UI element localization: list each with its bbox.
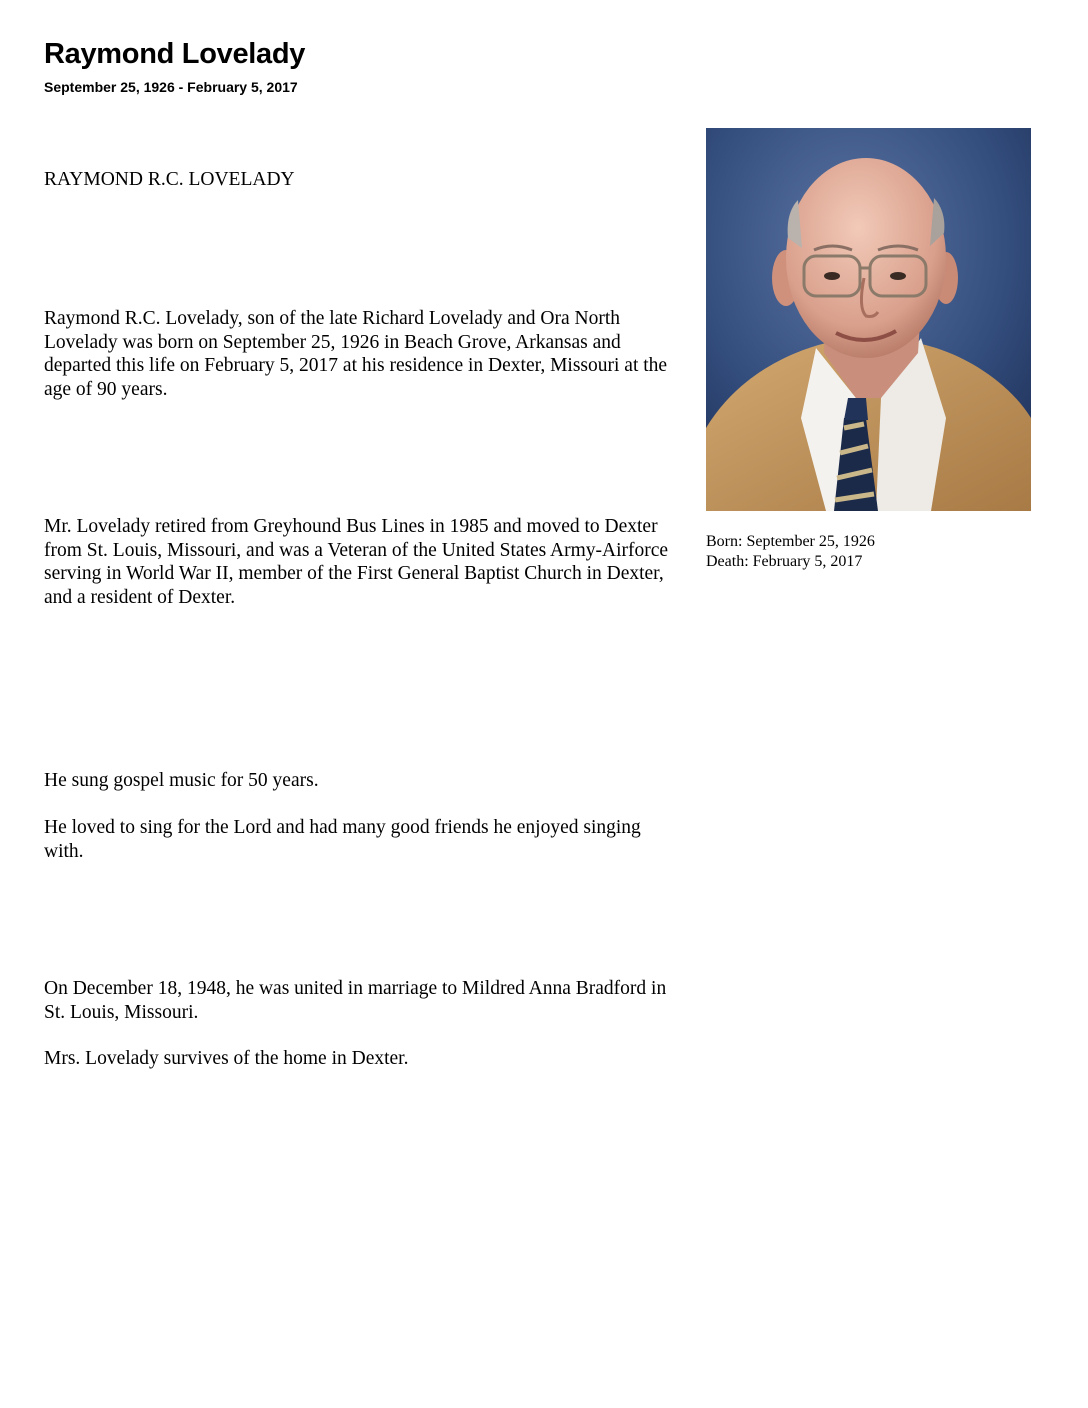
born-date: Born: September 25, 1926 — [706, 533, 875, 550]
page-title: Raymond Lovelady — [44, 38, 306, 70]
obituary-paragraph-birth: Raymond R.C. Lovelady, son of the late Richard Lovelady and Ora North Lovelady was born on September 25, 1926 in Beach Grove, Arkansas and departed this life on February 5, 2017 at his residence in Dexter, Missouri at the age of 90 years. — [44, 308, 668, 400]
life-dates-caption — [706, 532, 1036, 572]
obituary-paragraph-career: Mr. Lovelady retired from Greyhound Bus Lines in 1985 and moved to Dexter from St. Louis, Missouri, and was a Veteran of the United States Army-Airforce serving in World War II, member of the First General Baptist Church in Dexter, and a resident of Dexter. — [44, 516, 669, 608]
obituary-paragraph-gospel: He sung gospel music for 50 years. — [44, 770, 319, 791]
obituary-heading: RAYMOND R.C. LOVELADY — [44, 169, 295, 190]
life-dates-subtitle: September 25, 1926 - February 5, 2017 — [44, 79, 298, 95]
obituary-paragraph-singing: He loved to sing for the Lord and had many good friends he enjoyed singing with. — [44, 817, 641, 862]
death-date: Death: February 5, 2017 — [706, 553, 863, 570]
obituary-paragraph-survivor: Mrs. Lovelady survives of the home in Dexter. — [44, 1048, 409, 1069]
portrait-photo — [706, 128, 1031, 511]
obituary-paragraph-marriage: On December 18, 1948, he was united in marriage to Mildred Anna Bradford in St. Louis, Missouri. — [44, 978, 667, 1023]
